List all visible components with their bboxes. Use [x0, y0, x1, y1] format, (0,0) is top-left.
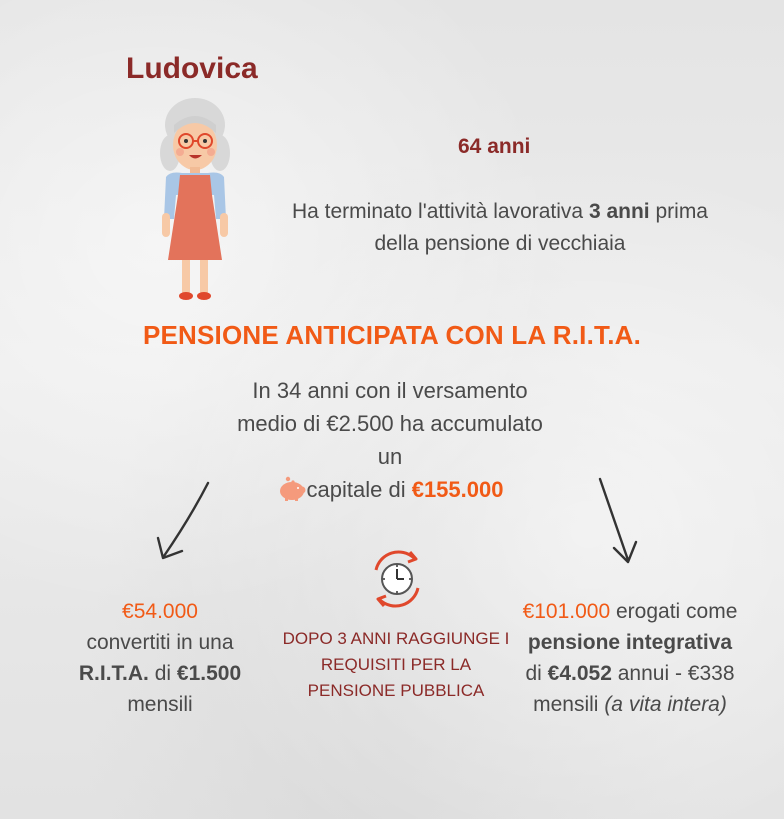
pension-amount: €101.000 — [522, 600, 611, 623]
intro-line: In 34 anni con il versamento medio di €2.500 ha accumulato un — [237, 378, 543, 469]
rita-block — [60, 596, 260, 720]
rita-text-mid: di — [148, 662, 177, 685]
pension-text-end: annui - €338 mensili — [533, 662, 735, 716]
capital-value: €155.000 — [411, 477, 504, 502]
rita-monthly: €1.500 — [176, 662, 242, 685]
person-name: Ludovica — [126, 52, 258, 85]
rita-text: convertiti in una — [86, 631, 234, 654]
arrow-down-left — [150, 478, 220, 563]
grandmother-avatar — [150, 95, 240, 310]
description-text: Ha terminato l'attività lavorativa — [291, 200, 589, 223]
intro-text — [230, 374, 550, 506]
pension-text: erogati come — [610, 600, 738, 623]
capital-prefix: capitale di — [306, 477, 412, 502]
description-years: 3 anni — [588, 200, 650, 223]
age-label: 64 anni — [458, 135, 531, 158]
headline: PENSIONE ANTICIPATA CON LA R.I.T.A. — [142, 320, 642, 350]
rita-label: R.I.T.A. — [78, 662, 149, 685]
pension-duration: (a vita intera) — [604, 693, 727, 716]
pension-text-mid: di — [525, 662, 548, 685]
arrow-down-right — [592, 474, 652, 569]
pension-label: pensione integrativa — [527, 631, 733, 654]
description-text-end: prima della pensione di vecchiaia — [374, 200, 708, 255]
pension-annual: €4.052 — [547, 662, 612, 685]
pension-block — [520, 596, 740, 720]
rita-text-end: mensili — [127, 693, 193, 716]
piggy-bank-icon — [277, 476, 307, 502]
requirement-note: DOPO 3 ANNI RAGGIUNGE I REQUISITI PER LA PENSIONE PUBBLICA — [282, 629, 510, 700]
rita-amount: €54.000 — [122, 600, 198, 623]
retirement-description — [270, 196, 730, 260]
clock-icon — [366, 548, 428, 610]
